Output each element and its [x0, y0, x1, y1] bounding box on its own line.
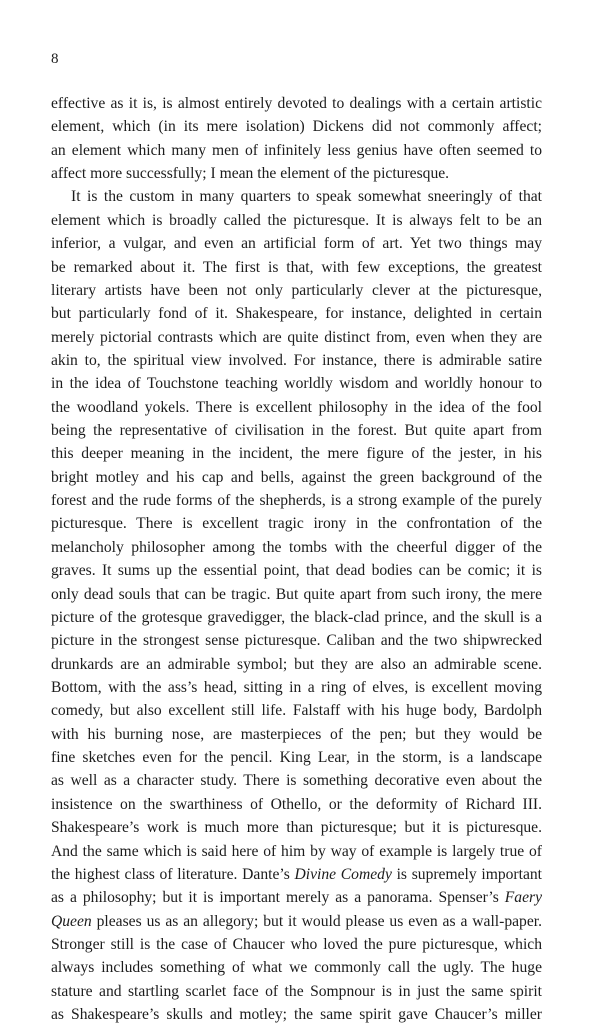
text-line: always includes something of what we commonly call the ugly. The huge: [51, 959, 542, 977]
text-line: melancholy philosopher among the tombs with the cheerful digger of the: [51, 538, 542, 556]
text-line: as well as a character study. There is something decorative even about the: [51, 772, 542, 790]
text-line: Shakespeare’s work is much more than picturesque; but it is picturesque.: [51, 819, 542, 837]
text-line: only dead souls that can be tragic. But quite apart from such irony, the mere: [51, 585, 542, 603]
text-line: fine sketches even for the pencil. King Lear, in the storm, is a landscape: [51, 749, 542, 767]
text-line: Stronger still is the case of Chaucer who loved the pure picturesque, which: [51, 935, 542, 953]
text-line: affect more successfully; I mean the element of the picturesque.: [51, 165, 450, 183]
text-line: effective as it is, is almost entirely devoted to dealings with a certain artistic: [51, 95, 542, 112]
text-line: the woodland yokels. There is excellent philosophy in the idea of the fool: [51, 398, 542, 416]
text-line: element which is broadly called the picturesque. It is always felt to be an: [51, 211, 542, 229]
text-line-dante: [51, 863, 542, 886]
text-line: but particularly fond of it. Shakespeare, for instance, delighted in certain: [51, 305, 542, 323]
book-title-faery: Faery: [504, 889, 542, 907]
text-line: bright motley and his cap and bells, against the green background of the: [51, 468, 542, 486]
text-line: being the representative of civilisation in the forest. But quite apart from: [51, 422, 542, 440]
text-line: insistence on the swarthiness of Othello, or the deformity of Richard III.: [51, 795, 542, 813]
text-line: And the same which is said here of him by way of example is largely true of: [51, 842, 542, 860]
text-line: merely pictorial contrasts which are quite distinct from, even when they are: [51, 328, 542, 346]
text-line-spenser: [51, 886, 542, 909]
text-run: pleases us as an allegory; but it would please us even as a wall-paper.: [91, 912, 542, 930]
text-line: akin to, the spiritual view involved. For instance, there is admirable satire: [51, 351, 542, 369]
book-title-queen: Queen: [51, 912, 92, 930]
text-line: an element which many men of infinitely less genius have often seemed to: [51, 141, 542, 159]
text-line: as Shakespeare’s skulls and motley; the same spirit gave Chaucer’s miller: [51, 1006, 542, 1024]
text-line: be remarked about it. The first is that, with few exceptions, the greatest: [51, 258, 542, 276]
text-line: picture of the grotesque gravedigger, the black-clad prince, and the skull is a: [51, 608, 542, 626]
text-line: drunkards are an admirable symbol; but they are also an admirable scene.: [51, 655, 542, 673]
paragraph-start-line: It is the custom in many quarters to speak somewhat sneeringly of that: [71, 188, 542, 206]
text-line: with his burning nose, are masterpieces of the pen; but they would be: [51, 725, 542, 743]
body-text: [51, 92, 542, 1026]
text-run: the highest class of literature.: [51, 865, 238, 883]
text-line: element, which (in its mere isolation) Dickens did not commonly affect;: [51, 118, 542, 136]
text-run: is supremely important: [391, 865, 542, 883]
text-line: in the idea of Touchstone teaching worldly wisdom and worldly honour to: [51, 375, 542, 393]
text-line: forest and the rude forms of the shepherds, is a strong example of the purely: [51, 492, 542, 510]
text-line: literary artists have been not only particularly clever at the picturesque,: [51, 281, 542, 299]
text-line: picture in the strongest sense picturesque. Caliban and the two shipwrecked: [51, 632, 542, 650]
page-number: 8: [51, 51, 59, 67]
text-line: comedy, but also excellent still life. Falstaff with his huge body, Bardolph: [51, 702, 542, 720]
book-title-divine-comedy: Divine Comedy: [294, 865, 392, 883]
text-line: inferior, a vulgar, and even an artificial form of art. Yet two things may: [51, 235, 542, 253]
text-line: Bottom, with the ass’s head, sitting in a ring of elves, is excellent moving: [51, 678, 542, 696]
text-line: graves. It sums up the essential point, that dead bodies can be comic; it is: [51, 562, 542, 580]
text-line-queen: [51, 910, 542, 933]
text-line: this deeper meaning in the incident, the mere figure of the jester, in his: [51, 445, 542, 463]
text-run: Dante’s: [242, 865, 295, 883]
text-run: as a philosophy; but it is important merely as a panorama. Spenser’s: [51, 889, 505, 907]
text-line: stature and startling scarlet face of the Sompnour is in just the same spirit: [51, 982, 542, 1000]
text-line: picturesque. There is excellent tragic irony in the confrontation of the: [51, 515, 542, 533]
